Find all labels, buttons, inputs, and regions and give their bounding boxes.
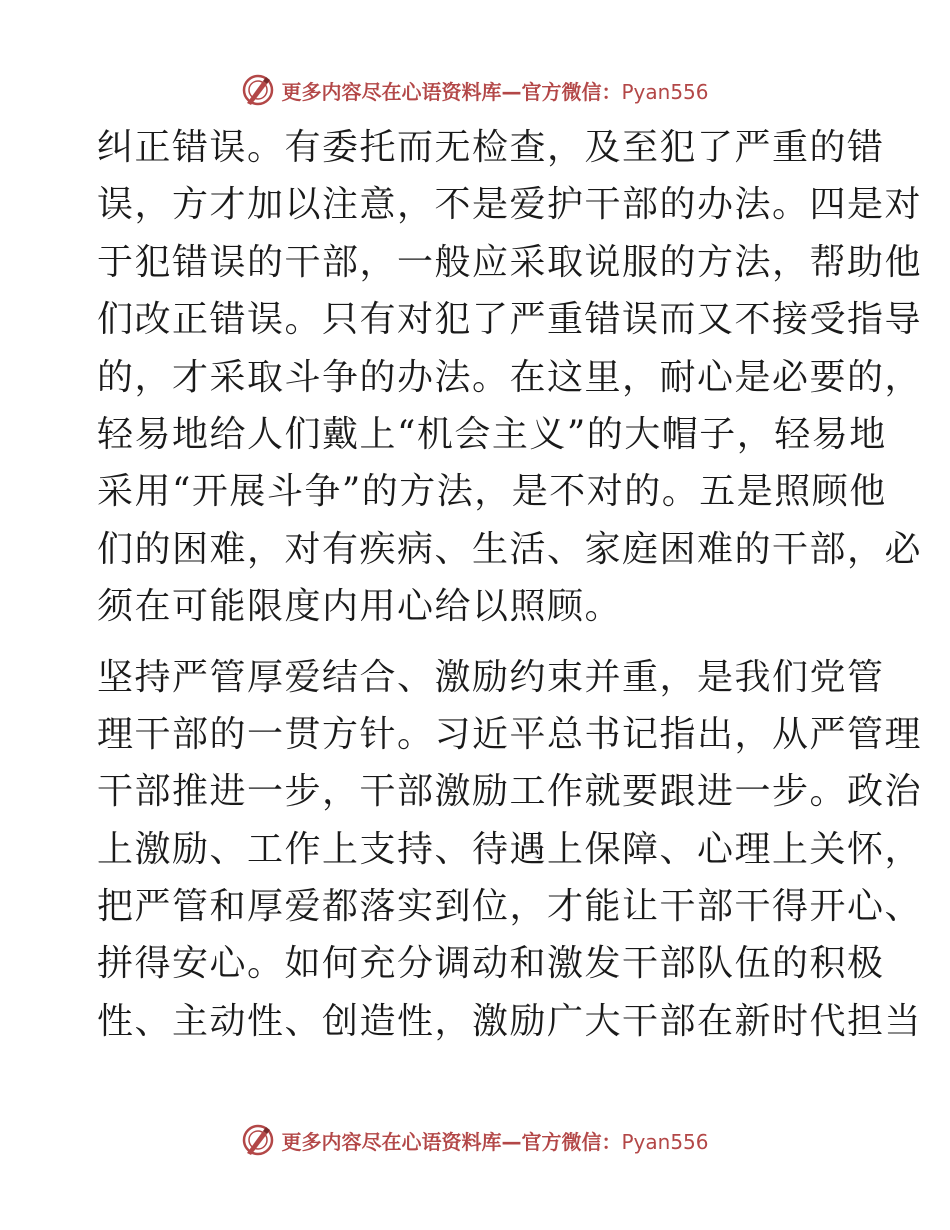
watermark-label: 更多内容尽在心语资料库—官方微信： xyxy=(281,79,622,104)
footer-watermark xyxy=(0,1120,950,1160)
text-line: 采用“开展斗争”的方法，是不对的。五是照顾他 xyxy=(97,471,887,513)
text-line: 们改正错误。只有对犯了严重错误而又不接受指导 xyxy=(97,299,923,341)
paragraph xyxy=(97,119,923,636)
pen-logo-icon xyxy=(241,73,275,107)
text-line: 理干部的一贯方针。习近平总书记指出，从严管理 xyxy=(97,713,923,755)
text-line: 拼得安心。如何充分调动和激发干部队伍的积极 xyxy=(97,943,885,985)
paragraph xyxy=(97,649,923,1051)
text-line: 误，方才加以注意，不是爱护干部的办法。四是对 xyxy=(97,184,923,226)
text-line: 性、主动性、创造性，激励广大干部在新时代担当 xyxy=(97,1000,923,1042)
watermark-label: 更多内容尽在心语资料库—官方微信： xyxy=(281,1129,622,1154)
text-line: 的，才采取斗争的办法。在这里，耐心是必要的， xyxy=(97,356,923,398)
watermark-text xyxy=(281,76,708,105)
text-line: 坚持严管厚爱结合、激励约束并重，是我们党管 xyxy=(97,656,885,698)
pen-logo-icon xyxy=(241,1123,275,1157)
text-line: 须在可能限度内用心给以照顾。 xyxy=(97,586,623,628)
watermark-wechat-id: Pyan556 xyxy=(621,79,709,104)
text-line: 们的困难，对有疾病、生活、家庭困难的干部，必 xyxy=(97,528,923,570)
text-line: 把严管和厚爱都落实到位，才能让干部干得开心、 xyxy=(97,886,923,928)
text-line: 纠正错误。有委托而无检查，及至犯了严重的错 xyxy=(97,127,885,168)
document-body xyxy=(97,119,923,1050)
text-line: 轻易地给人们戴上“机会主义”的大帽子，轻易地 xyxy=(97,413,887,455)
watermark-text xyxy=(281,1126,708,1155)
header-watermark xyxy=(0,70,950,110)
text-line: 上激励、工作上支持、待遇上保障、心理上关怀， xyxy=(97,828,923,870)
text-line: 于犯错误的干部，一般应采取说服的方法，帮助他 xyxy=(97,241,923,283)
watermark-wechat-id: Pyan556 xyxy=(621,1129,709,1154)
text-line: 干部推进一步，干部激励工作就要跟进一步。政治 xyxy=(97,771,923,813)
